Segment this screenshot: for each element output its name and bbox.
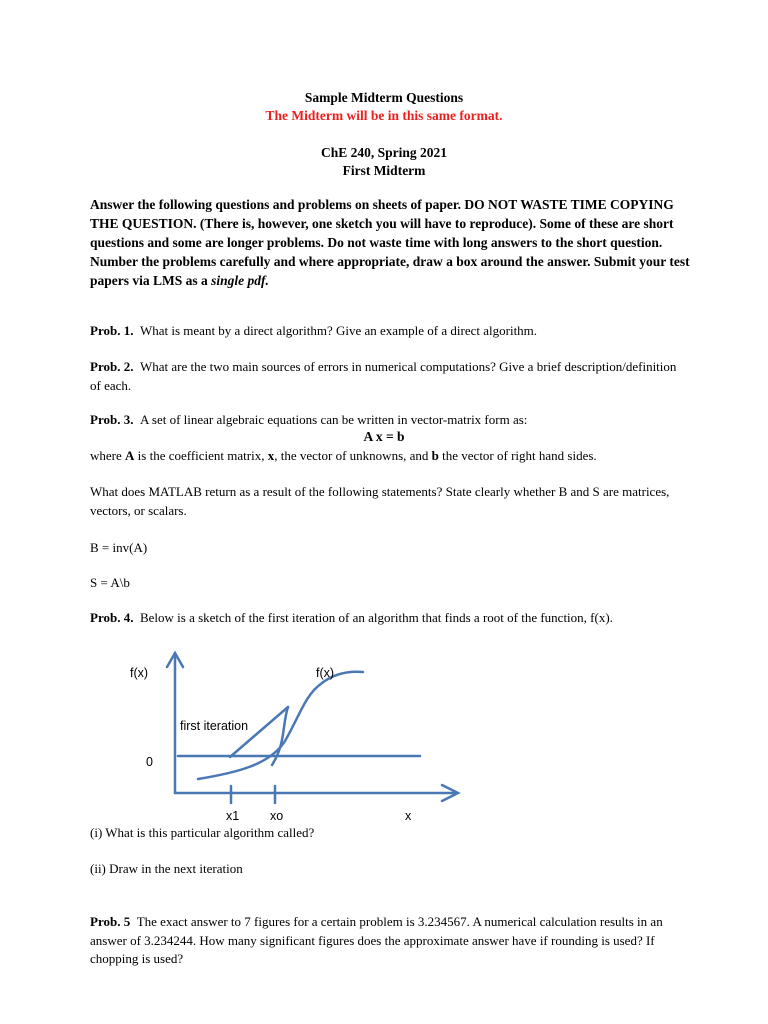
zero-label: 0 [146, 755, 153, 769]
problem-3-question: What does MATLAB return as a result of the following statements? State clearly whether B and S are matrices, vectors, or scalars. [90, 484, 670, 518]
problem-5-label: Prob. 5 [90, 914, 131, 929]
definition-text: the vector of right hand sides. [438, 448, 597, 463]
definition-text: where [90, 448, 126, 463]
matrix-equation: A x = b [363, 429, 405, 444]
problem-3-definitions [90, 447, 690, 466]
problem-3-intro [90, 411, 690, 430]
problem-4-question-2: (ii) Draw in the next iteration [90, 861, 243, 876]
problem-2-text: What are the two main sources of errors in numerical computations? Give a brief description/definition of each. [90, 359, 677, 393]
problem-3-text: A set of linear algebraic equations can be written in vector-matrix form as: [139, 412, 528, 427]
instructions-text: Answer the following questions and problems on sheets of paper. DO NOT WASTE TIME COPYING THE QUESTION. (There is, however, one sketch you will have to reproduce). Some of these are short questions and some are longer problems. Do not waste time with long answers to the short question. Number the problems carefully and where appropriate, draw a box around the answer. Submit your test papers via LMS as a [90, 197, 690, 288]
problem-5 [90, 913, 690, 969]
tick-x1-label: x1 [226, 809, 240, 823]
problem-5-text: The exact answer to 7 figures for a certain problem is 3.234567. A numerical calculation results in an answer of 3.234244. How many significant figures does the approximate answer have if rounding is used? If chopping is used? [90, 914, 663, 966]
symbol-a: A [125, 448, 135, 463]
symbol-x: x [267, 448, 275, 463]
definition-text: , the vector of unknowns, and [274, 448, 432, 463]
problem-2-label: Prob. 2. [90, 359, 134, 374]
instructions-emphasis: single pdf. [211, 273, 269, 288]
root-finding-sketch [0, 645, 768, 825]
first-iteration-label: first iteration [180, 719, 249, 733]
problem-4-label: Prob. 4. [90, 610, 134, 625]
curve-label: f(x) [316, 666, 335, 680]
x-axis-label: x [405, 809, 412, 823]
y-axis-label: f(x) [130, 666, 149, 680]
problem-4-question-1: (i) What is this particular algorithm called? [90, 825, 315, 840]
tick-xo-label: xo [270, 809, 284, 823]
course-name: ChE 240, Spring 2021 [320, 145, 448, 160]
matlab-statement-1: B = inv(A) [90, 540, 148, 555]
page-title: Sample Midterm Questions [304, 90, 464, 105]
matlab-statement-2: S = A\b [90, 575, 130, 590]
problem-2 [90, 358, 690, 395]
definition-text: is the coefficient matrix, [134, 448, 268, 463]
instructions [90, 195, 690, 290]
problem-3-label: Prob. 3. [90, 412, 134, 427]
problem-1-label: Prob. 1. [90, 323, 134, 338]
problem-1 [90, 322, 690, 341]
symbol-b: b [431, 448, 439, 463]
format-notice: The Midterm will be in this same format. [265, 108, 503, 123]
problem-1-text: What is meant by a direct algorithm? Give an example of a direct algorithm. [139, 323, 538, 338]
exam-name: First Midterm [342, 163, 426, 178]
problem-4 [90, 609, 690, 628]
problem-4-text: Below is a sketch of the first iteration of an algorithm that finds a root of the function, f(x). [139, 610, 613, 625]
